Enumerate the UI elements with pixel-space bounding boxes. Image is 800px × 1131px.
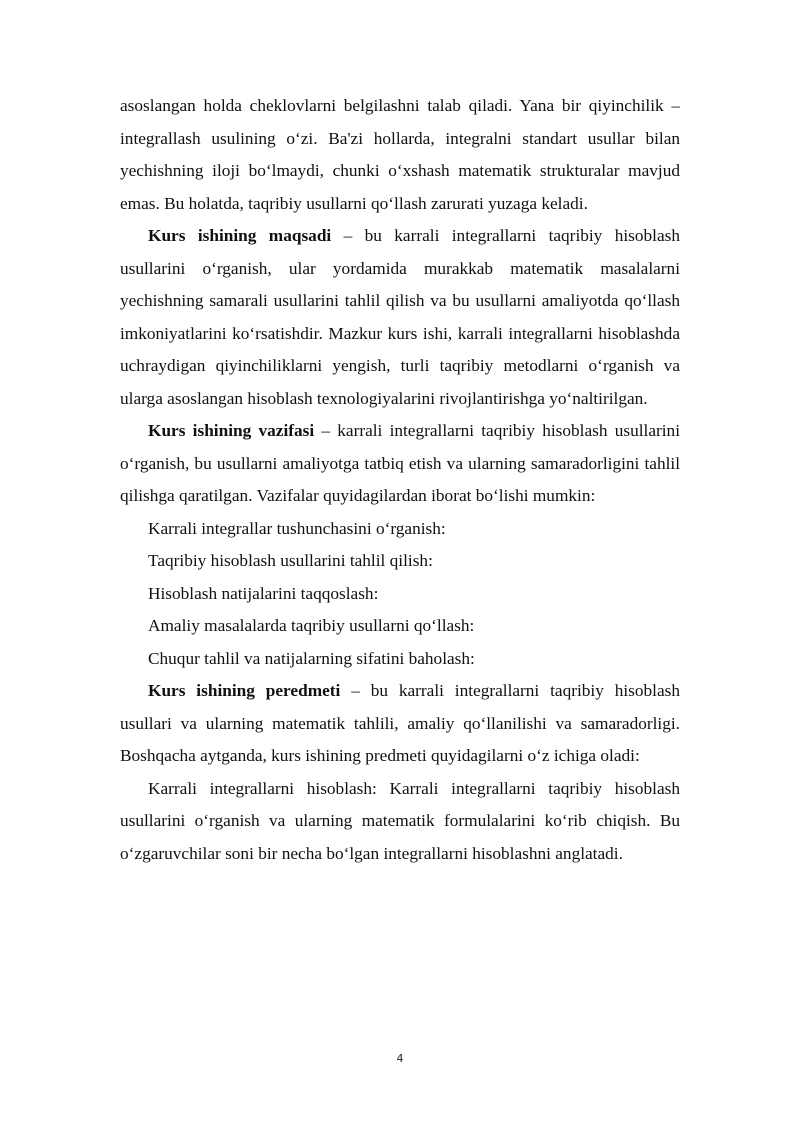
task-item-text: Amaliy masalalarda taqribiy usullarni qo‘llash: [148, 616, 475, 635]
subject-text: – bu karrali integrallarni taqribiy hisoblash usullari va ularning matematik tahlili, amaliy qo‘llanilishi va samaradorligi. Boshqacha aytganda, kurs ishining predmeti quyidagilarni o‘z ichiga oladi: [120, 681, 680, 765]
paragraph-final-text: Karrali integrallarni hisoblash: Karrali integrallarni taqribiy hisoblash usullarini o‘rganish va ularning matematik formulalarini ko‘rib chiqish. Bu o‘zgaruvchilar soni bir necha bo‘lgan integrallarni hisoblashni anglatadi. [120, 778, 680, 863]
subject-heading: Kurs ishining peredmeti [148, 681, 341, 700]
task-item [120, 545, 680, 578]
task-item [120, 643, 680, 676]
task-item [120, 610, 680, 643]
paragraph-intro-text: asoslangan holda cheklovlarni belgilashni talab qiladi. Yana bir qiyinchilik – integrallash usulining o‘zi. Ba'zi hollarda, integralni standart usullar bilan yechishning iloji bo‘lmaydi, chunki o‘xshash matematik strukturalar mavjud emas. Bu holatda, taqribiy usullarni qo‘llash zarurati yuzaga keladi. [120, 96, 680, 213]
paragraph-subject [120, 675, 680, 773]
paragraph-intro [120, 90, 680, 220]
task-item-text: Hisoblash natijalarini taqqoslash: [148, 583, 379, 603]
document-body [120, 90, 680, 870]
task-item-text: Karrali integrallar tushunchasini o‘rganish: [148, 518, 446, 538]
paragraph-final [120, 773, 680, 871]
task-item-text: Taqribiy hisoblash usullarini tahlil qilish: [148, 551, 433, 570]
tasks-text: – karrali integrallarni taqribiy hisoblash usullarini o‘rganish, bu usullarni amaliyotga tatbiq etish va ularning samaradorligini tahlil qilishga qaratilgan. Vazifalar quyidagilardan iborat bo‘lishi mumkin: [120, 421, 680, 505]
page-number: 4 [396, 1052, 404, 1065]
tasks-heading: Kurs ishining vazifasi [148, 421, 315, 440]
goal-heading: Kurs ishining maqsadi [148, 226, 332, 245]
task-item-text: Chuqur tahlil va natijalarning sifatini baholash: [148, 648, 475, 668]
paragraph-goal [120, 220, 680, 415]
task-item [120, 578, 680, 611]
task-item [120, 513, 680, 546]
goal-text: – bu karrali integrallarni taqribiy hisoblash usullarini o‘rganish, ular yordamida murakkab matematik masalalarni yechishning samarali usullarini tahlil qilish va bu usullarni amaliyotda qo‘llash imkoniyatlarini ko‘rsatishdir. Mazkur kurs ishi, karrali integrallarni hisoblashda uchraydigan qiyinchiliklarni yengish, turli taqribiy metodlarni o‘rganish va ularga asoslangan hisoblash texnologiyalarini rivojlantirishga yo‘naltirilgan. [120, 226, 680, 408]
paragraph-tasks [120, 415, 680, 513]
